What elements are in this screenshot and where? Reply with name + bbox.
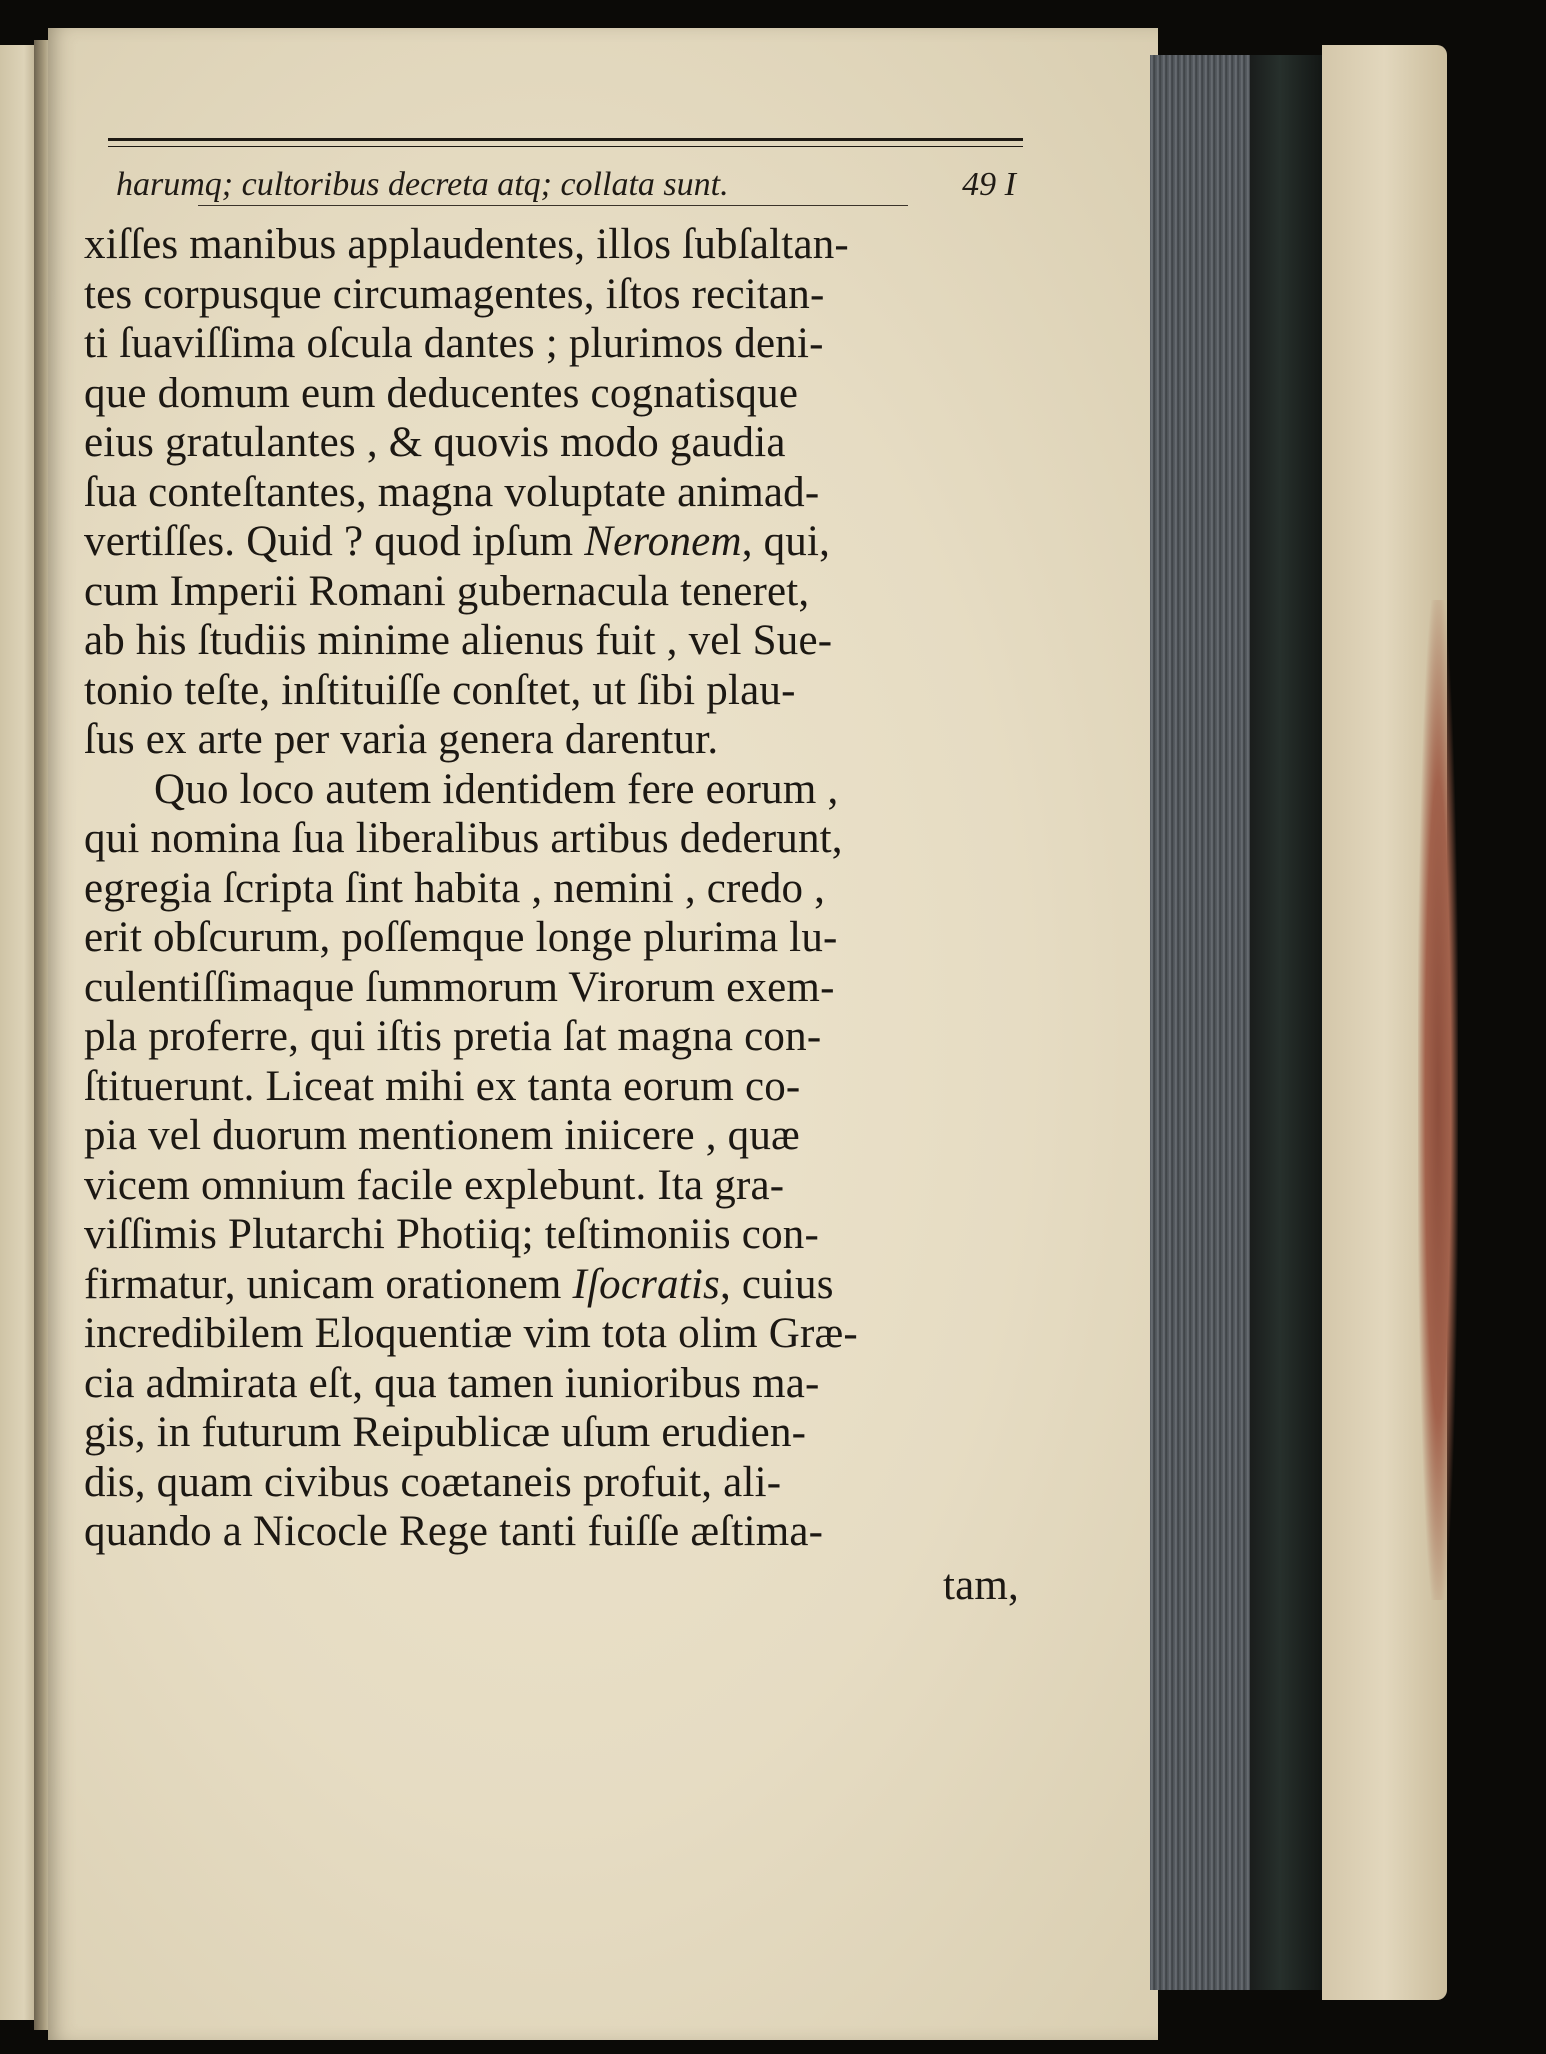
text-line: ſua conteſtantes, magna voluptate animad- [84, 468, 820, 516]
text-line: tes corpusque circumagentes, iſtos recitan- [84, 270, 825, 318]
text-line: ſtituerunt. Liceat mihi ex tanta eorum co- [84, 1062, 801, 1110]
text-line: erit obſcurum, poſſemque longe plurima lu- [84, 914, 838, 961]
page-header [108, 138, 1023, 208]
italic-name: Neronem [584, 518, 742, 565]
text-line: ab his ſtudiis minime alienus fuit , vel Sue- [84, 617, 833, 664]
cover-stain [1418, 600, 1458, 1600]
text-line: firmatur, unicam orationem Iſocratis, cuius [84, 1260, 834, 1308]
header-rule [108, 138, 1023, 141]
text-line: pla proferre, qui iſtis pretia ſat magna con- [84, 1013, 822, 1060]
page-fore-edge [1150, 55, 1325, 1990]
text-line: eius gratulantes , & quovis modo gaudia [84, 419, 786, 466]
text-line: ti ſuaviſſima oſcula dantes ; plurimos deni- [84, 320, 824, 367]
running-head [116, 166, 1016, 204]
header-underline [198, 205, 908, 206]
text-line: cum Imperii Romani gubernacula teneret, [84, 567, 810, 615]
text-line: pia vel duorum mentionem iniicere , quæ [84, 1112, 800, 1159]
text-line: vicem omnium facile explebunt. Ita gra- [84, 1161, 785, 1209]
text-line: que domum eum deducentes cognatisque [84, 369, 799, 417]
page-number: 49 I [962, 166, 1016, 203]
header-rule-thin [108, 146, 1023, 147]
body-text [84, 220, 1024, 1610]
text-line: dis, quam civibus coætaneis profuit, ali- [84, 1458, 782, 1506]
catchword: tam, [942, 1561, 1019, 1609]
text-line: vertiſſes. Quid ? quod ipſum Neronem, qui, [84, 518, 831, 565]
text-line: tonio teſte, inſtituiſſe conſtet, ut ſibi plau- [84, 666, 796, 714]
text-line: quando a Nicocle Rege tanti fuiſſe æſtima- [84, 1508, 824, 1555]
text-line: gis, in futurum Reipublicæ uſum erudien- [84, 1409, 807, 1456]
italic-name: Iſocratis [572, 1260, 720, 1308]
text-line: incredibilem Eloquentiæ vim tota olim Græ- [84, 1310, 858, 1357]
text-line: ſus ex arte per varia genera darentur. [84, 716, 719, 763]
text-line: egregia ſcripta ſint habita , nemini , credo , [84, 864, 826, 912]
running-head-text: harumq; cultoribus decreta atq; collata sunt. [116, 166, 729, 203]
text-line: cia admirata eſt, qua tamen iunioribus ma- [84, 1359, 820, 1407]
text-line: qui nomina ſua liberalibus artibus dederunt, [84, 815, 843, 862]
text-line: culentiſſimaque ſummorum Virorum exem- [84, 963, 835, 1011]
text-line: xiſſes manibus applaudentes, illos ſubſaltan- [84, 221, 849, 268]
text-line: viſſimis Plutarchi Photiiq; teſtimoniis con- [84, 1211, 820, 1258]
paragraph-start-line: Quo loco autem identidem fere eorum , [154, 765, 839, 813]
